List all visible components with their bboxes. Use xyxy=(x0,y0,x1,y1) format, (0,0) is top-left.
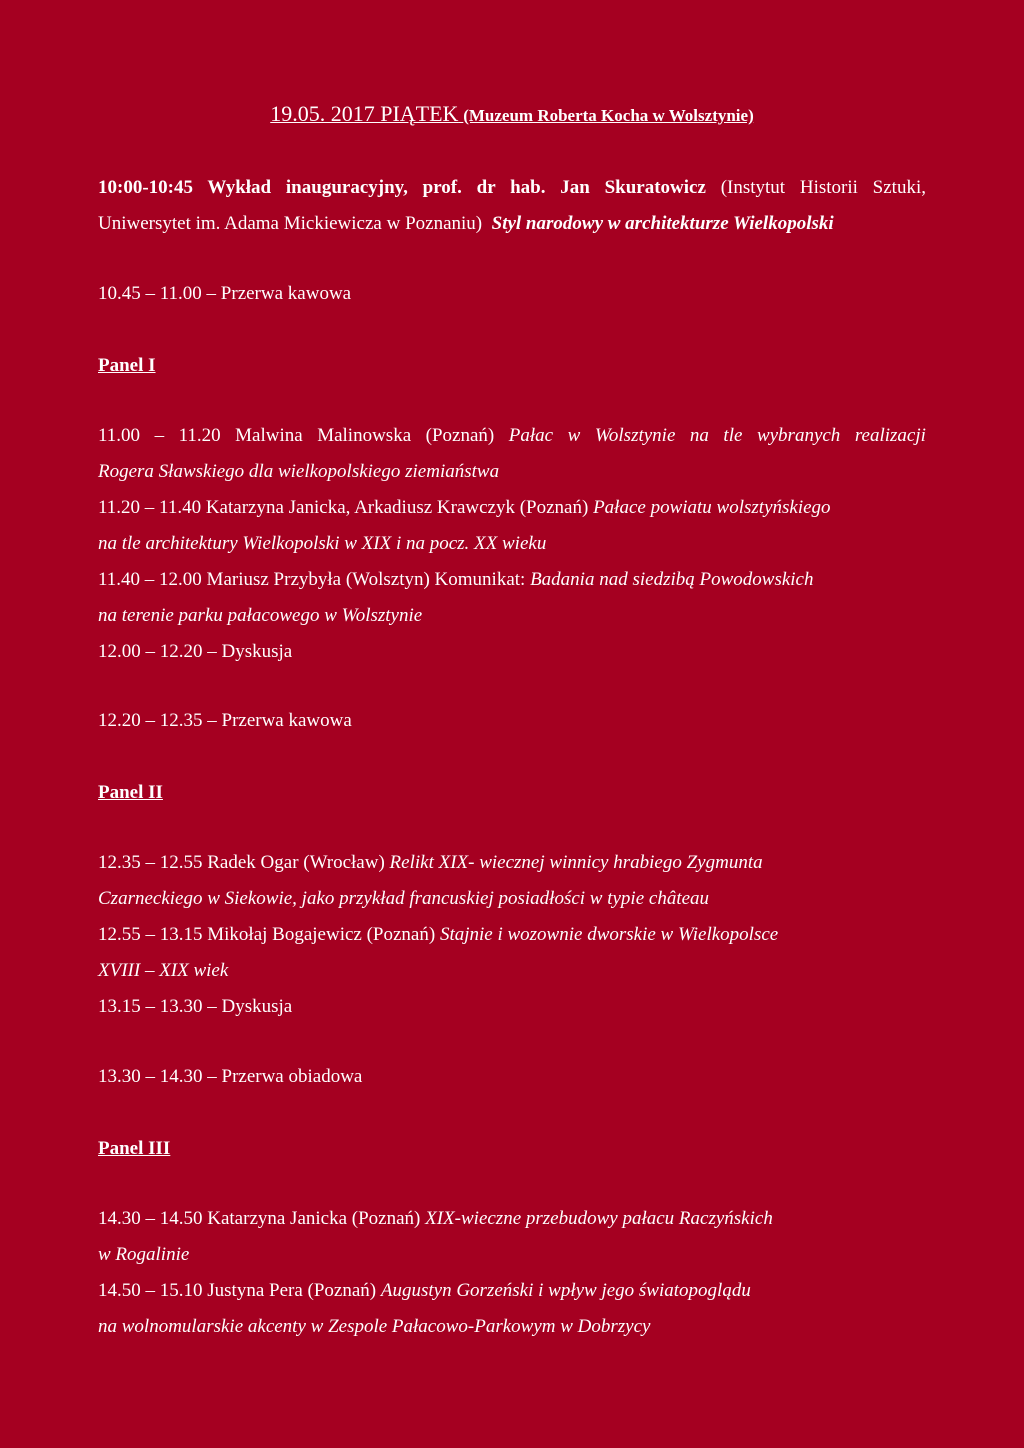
talk-word: Malinowska xyxy=(317,425,412,446)
break-coffee-1: 10.45 – 11.00 – Przerwa kawowa xyxy=(98,283,352,304)
panel2-talk1-line2 xyxy=(98,881,926,917)
talk-speaker: 14.30 – 14.50 Katarzyna Janicka (Poznań) xyxy=(98,1208,421,1229)
panel2-discussion: 13.15 – 13.30 – Dyskusja xyxy=(98,996,293,1017)
panel2-talk2-line1 xyxy=(98,917,926,953)
panel1-talk2-line1 xyxy=(98,490,926,526)
talk-title: na terenie parku pałacowego w Wolsztynie xyxy=(98,605,423,626)
talk-title: XVIII – XIX wiek xyxy=(98,960,229,981)
talk-word: Pałac xyxy=(508,425,554,446)
talk-speaker: 14.50 – 15.10 Justyna Pera (Poznań) xyxy=(98,1280,377,1301)
inaugural-line-1 xyxy=(98,170,926,206)
panel-2-talks xyxy=(98,845,926,1025)
talk-word: 11.20 xyxy=(178,425,221,446)
date-day: 19.05. 2017 PIĄTEK xyxy=(270,101,459,126)
talk-word: w xyxy=(567,425,581,446)
panel3-talk2-line2 xyxy=(98,1309,926,1345)
break-lunch: 13.30 – 14.30 – Przerwa obiadowa xyxy=(98,1066,363,1087)
talk-title: Augustyn Gorzeński i wpływ jego światopoglądu xyxy=(380,1280,751,1301)
panel3-talk1-line1 xyxy=(98,1201,926,1237)
talk-word: realizacji xyxy=(854,425,926,446)
panel-3-talks xyxy=(98,1201,926,1345)
break-coffee-2: 12.20 – 12.35 – Przerwa kawowa xyxy=(98,710,352,731)
talk-speaker: 12.35 – 12.55 Radek Ogar (Wrocław) xyxy=(98,852,385,873)
panel-2-heading: Panel II xyxy=(98,782,163,803)
panel-3-heading: Panel III xyxy=(98,1138,171,1159)
talk-word: Wolsztynie xyxy=(594,425,676,446)
panel2-talk1-line1 xyxy=(98,845,926,881)
panel1-talk2-line2 xyxy=(98,526,926,562)
panel-1-heading: Panel I xyxy=(98,355,156,376)
page-title xyxy=(0,96,1024,134)
inaugural-line-2 xyxy=(98,206,926,242)
panel1-talk3-line2 xyxy=(98,598,926,634)
talk-speaker: 11.40 – 12.00 Mariusz Przybyła (Wolsztyn) Komunikat: xyxy=(98,569,526,590)
talk-title: Czarneckiego w Siekowie, jako przykład francuskiej posiadłości w typie château xyxy=(98,888,710,909)
inaugural-lecture xyxy=(98,170,926,242)
talk-title: na wolnomularskie akcenty w Zespole Pałacowo-Parkowym w Dobrzycy xyxy=(98,1316,651,1337)
talk-speaker: 12.55 – 13.15 Mikołaj Bogajewicz (Poznań) xyxy=(98,924,436,945)
inaugural-speaker: 10:00-10:45 Wykład inauguracyjny, prof. dr hab. Jan Skuratowicz xyxy=(98,177,706,198)
talk-title: w Rogalinie xyxy=(98,1244,190,1265)
venue: (Muzeum Roberta Kocha w Wolsztynie) xyxy=(463,106,754,125)
panel1-talk1-line2 xyxy=(98,454,926,490)
panel3-talk1-line2 xyxy=(98,1237,926,1273)
panel1-talk1-line1 xyxy=(98,418,926,454)
talk-word: 11.00 xyxy=(98,425,141,446)
talk-speaker: 11.20 – 11.40 Katarzyna Janicka, Arkadiusz Krawczyk (Poznań) xyxy=(98,497,589,518)
talk-title: na tle architektury Wielkopolski w XIX i na pocz. XX wieku xyxy=(98,533,547,554)
inaugural-title: Styl narodowy w architekturze Wielkopolski xyxy=(491,213,834,234)
inaugural-institute-2: Uniwersytet im. Adama Mickiewicza w Poznaniu) xyxy=(98,213,483,234)
talk-word: (Poznań) xyxy=(425,425,495,446)
panel2-talk2-line2 xyxy=(98,953,926,989)
panel-1-talks xyxy=(98,418,926,670)
talk-word: na xyxy=(689,425,709,446)
talk-title: XIX-wieczne przebudowy pałacu Raczyńskich xyxy=(425,1208,773,1229)
talk-title: Pałace powiatu wolsztyńskiego xyxy=(593,497,831,518)
talk-title: Stajnie i wozownie dworskie w Wielkopolsce xyxy=(439,924,779,945)
talk-word: – xyxy=(154,425,165,446)
talk-title: Rogera Sławskiego dla wielkopolskiego ziemiaństwa xyxy=(98,461,500,482)
talk-title: Badania nad siedzibą Powodowskich xyxy=(530,569,814,590)
talk-title: Relikt XIX- wiecznej winnicy hrabiego Zygmunta xyxy=(389,852,763,873)
talk-word: tle xyxy=(723,425,743,446)
talk-word: wybranych xyxy=(756,425,841,446)
panel1-discussion: 12.00 – 12.20 – Dyskusja xyxy=(98,641,293,662)
inaugural-institute-1: (Instytut Historii Sztuki, xyxy=(720,177,926,198)
panel3-talk2-line1 xyxy=(98,1273,926,1309)
talk-word: Malwina xyxy=(235,425,303,446)
panel1-talk3-line1 xyxy=(98,562,926,598)
